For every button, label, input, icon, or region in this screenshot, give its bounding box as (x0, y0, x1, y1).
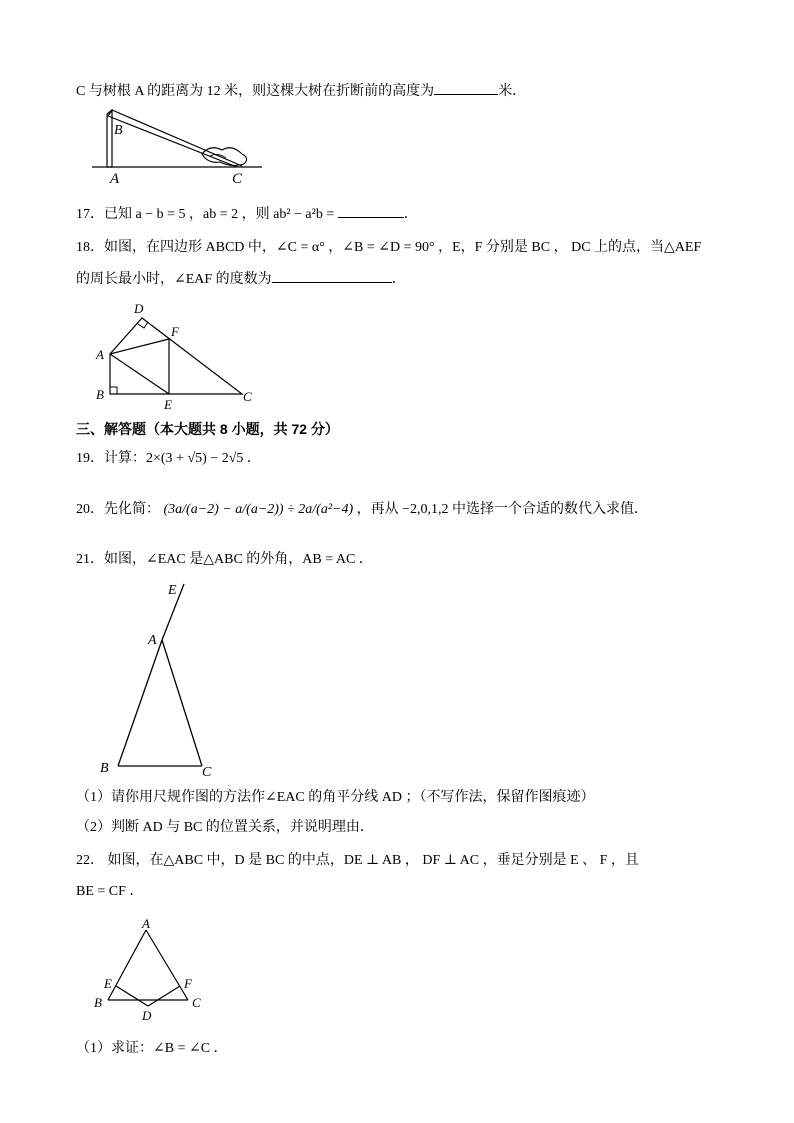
q22-label-b: B (94, 995, 102, 1010)
q22-label-c: C (192, 995, 201, 1010)
q17-text: 17．已知 a − b = 5 ，ab = 2 ，则 ab² − a²b = (76, 207, 335, 222)
q21-label-b: B (100, 761, 109, 776)
q17-tail: ． (403, 207, 418, 222)
q21-part2: （2）判断 AD 与 BC 的位置关系，并说明理由． (76, 820, 374, 835)
q20-prefix: 20．先化简： (76, 502, 160, 517)
q18-label-e: E (164, 397, 172, 412)
q18-label-c: C (243, 389, 252, 404)
q17-line (76, 203, 418, 225)
q16-label-a: A (110, 171, 120, 184)
q16-answer-blank[interactable] (434, 80, 498, 95)
q18-text: 的周长最小时，∠EAF 的度数为 (76, 272, 272, 287)
q20-expression: (3a/(a−2) − a/(a−2)) ÷ 2a/(a²−4) (163, 502, 354, 517)
q18-figure (92, 298, 262, 413)
q18-label-f: F (171, 324, 179, 339)
section-3-heading: 三、解答题（本大题共 8 小题，共 72 分） (76, 421, 339, 437)
q19-line: 19．计算：2×(3 + √5) − 2√5 ． (76, 451, 261, 466)
q22-figure (92, 916, 212, 1024)
q16-figure (92, 106, 267, 184)
q18-line1: 18．如图，在四边形 ABCD 中，∠C = α° ，∠B = ∠D = 90° ，E，F 分别是 BC ， DC 上的点，当△AEF (76, 240, 702, 255)
q18-tail: ． (391, 272, 406, 287)
q22-line1: 22． 如图，在△ABC 中，D 是 BC 的中点，DE ⊥ AB ， DF ⊥ AC ，垂足分别是 E 、 F ，且 (76, 853, 639, 868)
q18-line2 (76, 268, 406, 290)
q21-label-e: E (168, 583, 177, 598)
q18-label-b: B (96, 387, 104, 402)
q21-line: 21．如图，∠EAC 是△ABC 的外角，AB = AC ． (76, 552, 373, 567)
q18-label-a: A (96, 347, 104, 362)
q22-part1: （1）求证：∠B = ∠C ． (76, 1041, 228, 1056)
q21-figure (96, 578, 226, 778)
q22-label-d: D (142, 1008, 152, 1023)
q22-label-e: E (104, 976, 112, 991)
q16-tail: 米． (498, 84, 527, 99)
q22-label-f: F (184, 976, 192, 991)
q18-answer-blank[interactable] (272, 268, 392, 283)
q16-text: C 与树根 A 的距离为 12 米，则这棵大树在折断前的高度为 (76, 84, 435, 99)
q21-part1: （1）请你用尺规作图的方法作∠EAC 的角平分线 AD ；（不写作法，保留作图痕迹） (76, 790, 595, 805)
q16-label-b: B (114, 123, 123, 138)
q22-line2: BE = CF ． (76, 884, 144, 899)
q21-label-a: A (148, 633, 157, 648)
q17-answer-blank[interactable] (338, 203, 404, 218)
q18-label-d: D (134, 301, 144, 316)
q16-label-c: C (232, 171, 243, 184)
q21-label-c: C (202, 765, 212, 778)
q16-line (76, 80, 526, 102)
q20-suffix: ，再从 −2,0,1,2 中选择一个合适的数代入求值． (356, 502, 649, 517)
q22-label-a: A (142, 916, 150, 931)
q20-line (76, 500, 648, 520)
